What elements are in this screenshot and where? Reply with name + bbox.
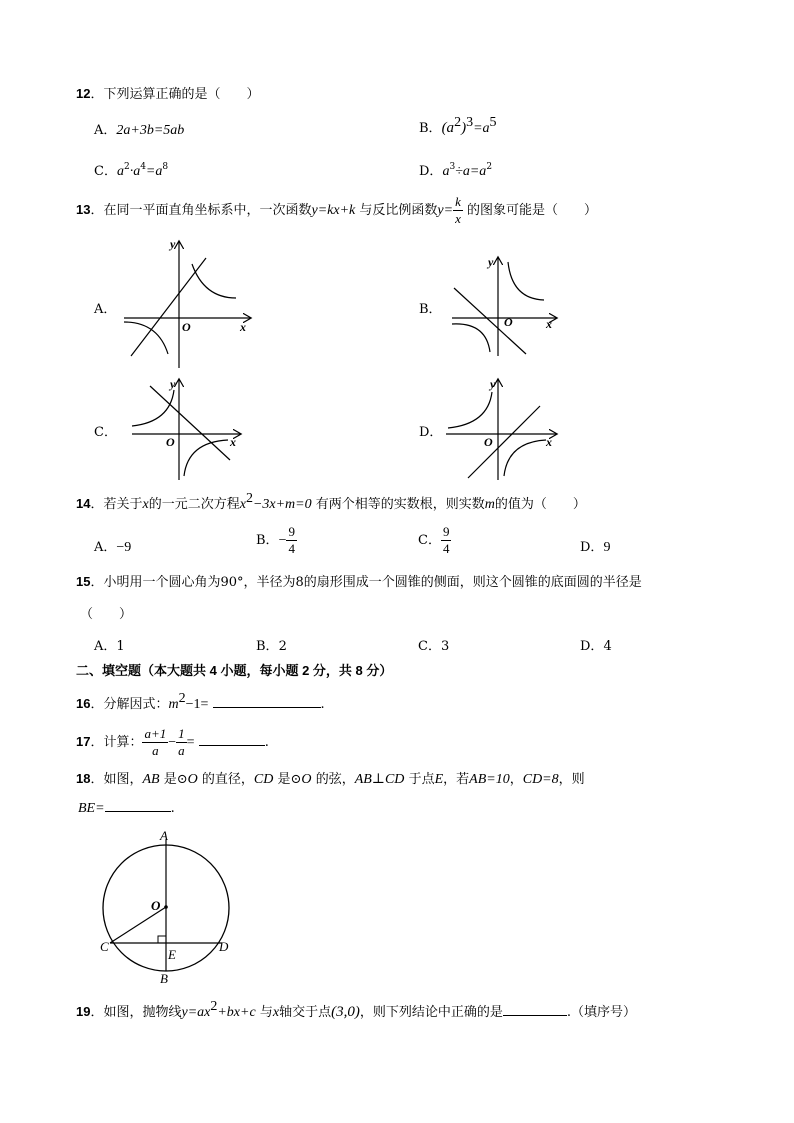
- q12-option-a: A．2a+3b=5ab: [94, 123, 185, 138]
- svg-text:y: y: [488, 255, 494, 269]
- svg-text:x: x: [230, 435, 236, 449]
- center-point: [164, 905, 168, 909]
- q13-graph-c: [118, 376, 244, 480]
- svg-text:O: O: [151, 898, 161, 913]
- right-angle-mark: [158, 936, 166, 943]
- q15-option-c: C．3: [418, 639, 450, 654]
- svg-text:y: y: [170, 377, 176, 391]
- q19-answer-blank[interactable]: [503, 1015, 567, 1016]
- q13-stem: 13．在同一平面直角坐标系中，一次函数y=kx+k 与反比例函数y= $\frac{k}{x}$ 的图象可能是（ ）: [76, 194, 597, 226]
- q15-option-a: A．1: [94, 639, 125, 654]
- origin-label: O: [182, 320, 191, 334]
- q13-option-a-label: A．: [94, 302, 117, 317]
- svg-text:A: A: [160, 828, 168, 843]
- q15-option-d: D．4: [580, 639, 612, 654]
- q13-graph-a: [118, 236, 258, 368]
- q14-stem: 14．若关于x的一元二次方程$x^2-3x+m=0$ 有两个相等的实数根，则实数m的值为（ ）: [76, 491, 586, 512]
- q13-graph-b: [446, 254, 564, 356]
- q17-stem: 17．计算： $\frac{a+1}{a}$ − $\frac{1}{a}$ = .: [76, 726, 269, 758]
- section-title: 二、填空题（本大题共 4 小题，每小题 2 分，共 8 分）: [76, 663, 393, 678]
- q12-option-b: B．$(a^2)^3=a^5$: [419, 115, 497, 136]
- q15-option-b: B．2: [256, 639, 287, 654]
- q14-option-c: C． $\frac{9}{4}$: [418, 524, 450, 556]
- svg-text:E: E: [168, 947, 176, 962]
- svg-text:B: B: [160, 971, 168, 986]
- q13-option-c-label: C．: [94, 425, 117, 440]
- svg-text:C: C: [100, 939, 109, 954]
- q14-option-a: A．−9: [94, 540, 132, 555]
- q18-ask: BE= .: [78, 801, 175, 816]
- q18-answer-blank[interactable]: [105, 811, 171, 812]
- q13-option-b-label: B．: [419, 302, 442, 317]
- q18-circle-figure: [96, 828, 236, 988]
- q15-stem: 15．小明用一个圆心角为90°，半径为8的扇形围成一个圆锥的侧面，则这个圆锥的底面圆的半径是: [76, 574, 642, 590]
- q16-stem: 16．分解因式：$m^2-1=$ .: [76, 691, 325, 712]
- q14-option-d: D．9: [580, 540, 611, 555]
- q13-option-d-label: D．: [419, 425, 443, 440]
- q17-answer-blank[interactable]: [199, 745, 265, 746]
- svg-text:y: y: [490, 377, 496, 391]
- q12-stem: 12．下列运算正确的是（ ）: [76, 86, 260, 102]
- q12-option-c: C．$a^2\cdot a^4=a^8$: [94, 162, 169, 179]
- q13-graph-d: [442, 376, 564, 480]
- svg-text:D: D: [219, 939, 229, 954]
- svg-text:O: O: [504, 315, 513, 329]
- q16-answer-blank[interactable]: [213, 707, 321, 708]
- svg-text:O: O: [166, 435, 175, 449]
- q15-paren: （ ）: [80, 607, 133, 622]
- axis-y-label: y: [170, 237, 176, 251]
- q12-option-d: D．$a^3\div a=a^2$: [419, 162, 493, 179]
- q19-stem: 19．如图，抛物线$y=ax^2+bx+c$ 与x轴交于点(3,0)，则下列结论中正确的是 .（填序号）: [76, 999, 636, 1020]
- axis-x-label: x: [240, 320, 246, 334]
- q14-option-b: B．− $\frac{9}{4}$: [256, 524, 295, 556]
- q13-fraction: $\frac{k}{x}$: [455, 194, 461, 226]
- svg-text:x: x: [546, 317, 552, 331]
- svg-text:x: x: [546, 435, 552, 449]
- q18-stem: 18．如图，AB 是⊙O 的直径，CD 是⊙O 的弦，AB⊥CD 于点E，若AB=10，CD=8，则: [76, 771, 585, 787]
- svg-text:O: O: [484, 435, 493, 449]
